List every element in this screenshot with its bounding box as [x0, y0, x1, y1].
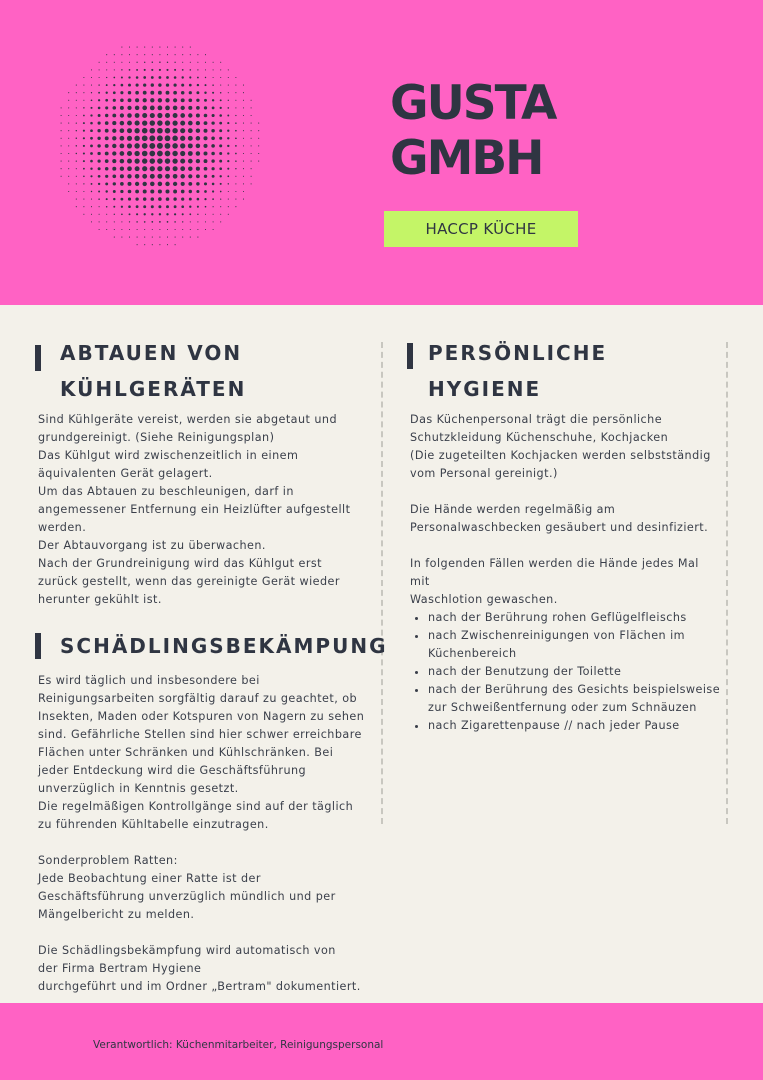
company-name-line1: GUSTA	[390, 76, 556, 131]
section-marker-schaedlinge	[35, 633, 41, 659]
halftone-dot-circle-icon	[50, 36, 265, 251]
section-title-abtauen-line1: ABTAUEN VON	[60, 341, 243, 365]
footer-responsible-text: Verantwortlich: Küchenmitarbeiter, Reinigungspersonal	[93, 1039, 384, 1051]
section-marker-abtauen	[35, 345, 41, 371]
company-name-line2: GMBH	[390, 131, 543, 186]
column-divider-left	[381, 342, 383, 824]
section-body-abtauen: Sind Kühlgeräte vereist, werden sie abgetaut und grundgereinigt. (Siehe Reinigungsplan) Das Kühlgut wird zwischenzeitlich in einem äquivalenten Gerät gelagert. Um das Abtauen zu beschleunigen, darf in angemessener Entfernung ein Heizlüfter aufgestellt werden. Der Abtauvorgang ist zu überwachen. Nach der Grundreinigung wird das Kühlgut erst zurück gestellt, wenn das gereinigte Gerät wieder herunter gekühlt ist.	[38, 413, 351, 606]
list-item: • nach der Benutzung der Toilette	[428, 663, 723, 681]
section-body-hygiene: Das Küchenpersonal trägt die persönliche Schutzkleidung Küchenschuhe, Kochjacken (Die zugeteilten Kochjacken werden selbstständig vom Personal gereinigt.) Die Hände werden regelmäßig am Personalwaschbecken gesäubert und desinfiziert. In folgenden Fällen werden die Hände jedes Mal mit Waschlotion gewaschen.	[410, 413, 711, 606]
section-title-hygiene-line1: PERSÖNLICHE	[428, 341, 608, 365]
section-title-hygiene	[428, 335, 607, 407]
section-title-hygiene-line2: HYGIENE	[428, 377, 542, 401]
hygiene-handwash-list	[410, 609, 723, 735]
list-item: • nach der Berührung rohen Geflügelfleischs	[428, 609, 723, 627]
list-item: • nach der Berührung des Gesichts beispielsweise zur Schweißentfernung oder zum Schnäuzen	[428, 681, 723, 717]
list-item: • nach Zigarettenpause // nach jeder Pause	[428, 717, 723, 735]
company-name	[390, 76, 555, 186]
section-body-schaedlinge: Es wird täglich und insbesondere bei Reinigungsarbeiten sorgfältig darauf zu geachtet, ob Insekten, Maden oder Kotspuren von Nagern zu sehen sind. Gefährliche Stellen sind hier schwer erreichbare Flächen unter Schränken und Kühlschränken. Bei jeder Entdeckung wird die Geschäftsführung unverzüglich in Kenntnis gesetzt. Die regelmäßigen Kontrollgänge sind auf der täglich zu führenden Kühltabelle einzutragen. Sonderproblem Ratten: Jede Beobachtung einer Ratte ist der Geschäftsführung unverzüglich mündlich und per Mängelbericht zu melden. Die Schädlingsbekämpfung wird automatisch von der Firma Bertram Hygiene durchgeführt und im Ordner „Bertram" dokumentiert.	[38, 674, 365, 993]
section-title-abtauen	[60, 335, 246, 407]
footer-banner	[0, 1003, 763, 1080]
section-title-schaedlinge: SCHÄDLINGSBEKÄMPUNG	[60, 634, 388, 658]
section-title-abtauen-line2: KÜHLGERÄTEN	[60, 377, 247, 401]
header-banner	[0, 0, 763, 305]
column-divider-right	[726, 342, 728, 824]
list-item: • nach Zwischenreinigungen von Flächen im Küchenbereich	[428, 627, 723, 663]
haccp-badge: HACCP KÜCHE	[384, 211, 578, 247]
section-marker-hygiene	[407, 343, 413, 369]
